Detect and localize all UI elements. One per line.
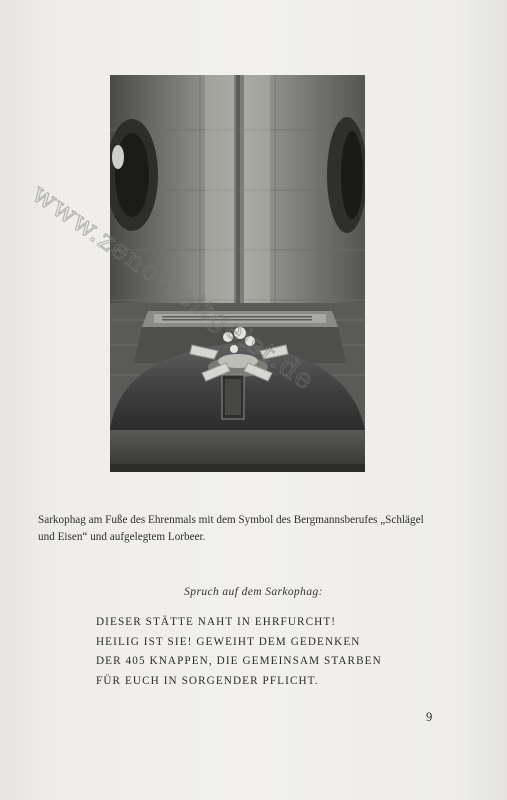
inscription-heading: Spruch auf dem Sarkophag:	[184, 586, 323, 598]
photo-caption	[38, 512, 470, 546]
inscription-text	[96, 613, 416, 691]
inscription-line: DER 405 KNAPPEN, DIE GEMEINSAM STARBEN	[96, 655, 382, 667]
caption-line: Sarkophag am Fuße des Ehrenmals mit dem Symbol des Bergmannsberufes „Schlägel	[38, 514, 424, 526]
caption-line: und Eisen“ und aufgelegtem Lorbeer.	[38, 531, 206, 543]
sarcophagus-photo	[110, 75, 365, 472]
inscription-line: DIESER STÄTTE NAHT IN EHRFURCHT!	[96, 616, 337, 628]
inscription-line: HEILIG IST SIE! GEWEIHT DEM GEDENKEN	[96, 635, 361, 648]
inscription-line: FÜR EUCH IN SORGENDER PFLICHT.	[96, 674, 319, 687]
page-number: 9	[426, 710, 433, 724]
